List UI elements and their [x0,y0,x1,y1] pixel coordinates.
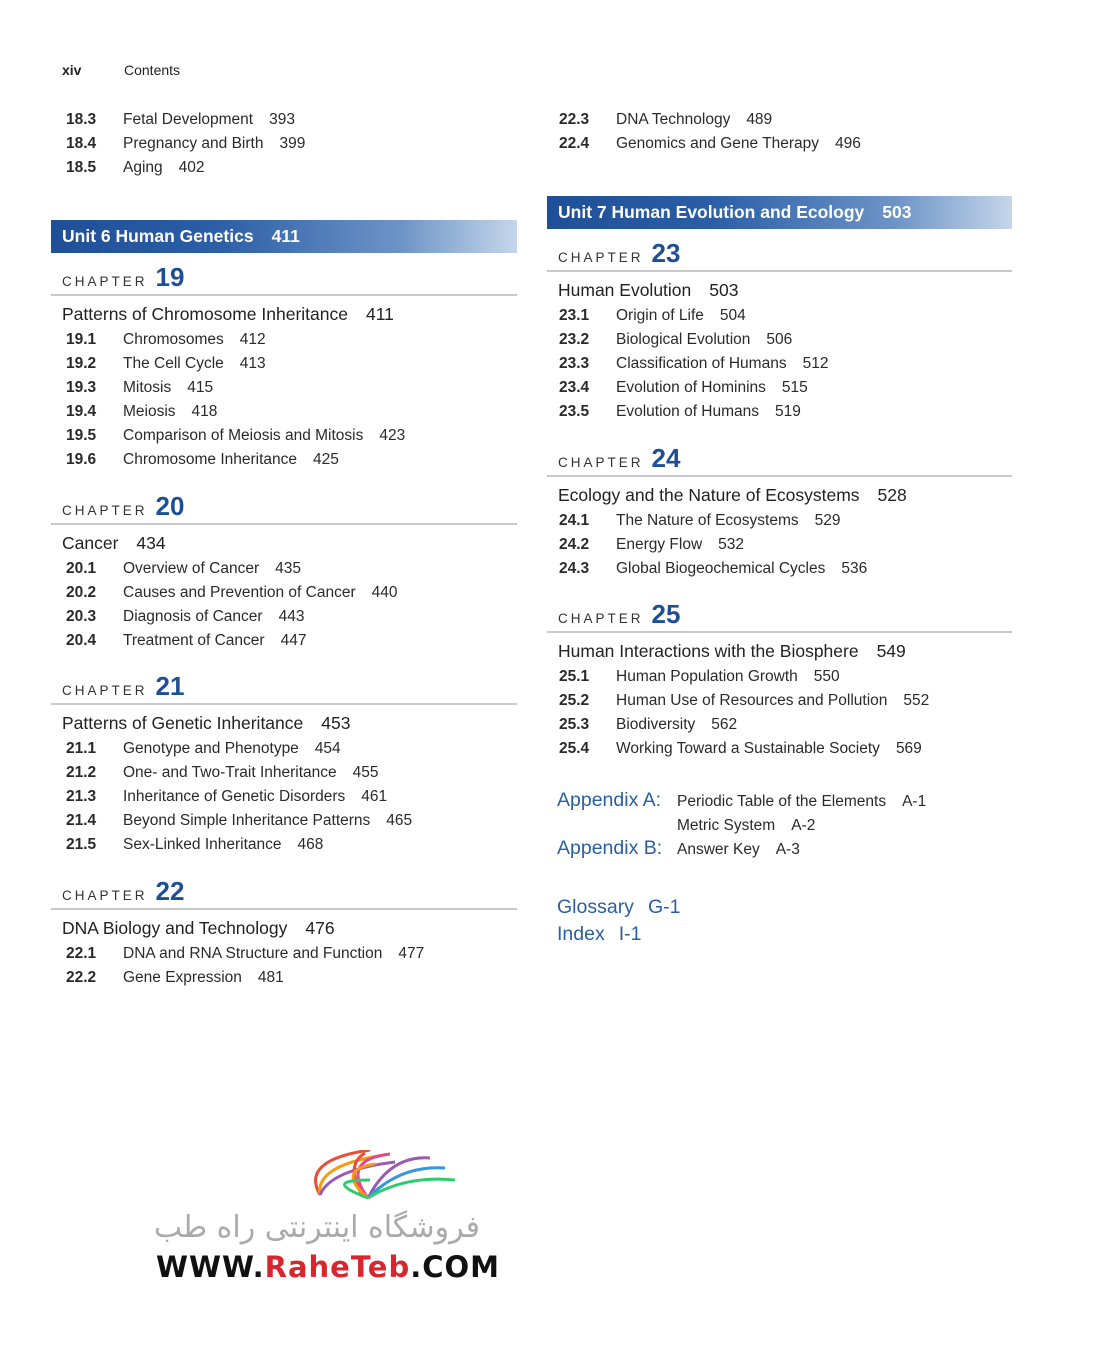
section-row[interactable]: 25.4 Working Toward a Sustainable Society 569 [559,740,922,757]
section-row[interactable]: 20.3 Diagnosis of Cancer 443 [66,608,305,625]
chapter-heading: CHAPTER 20 [51,491,517,525]
watermark-persian-text: فروشگاه اینترنتی راه طب [153,1210,480,1245]
chapter-title[interactable]: Patterns of Chromosome Inheritance 411 [62,304,394,324]
section-row[interactable]: 21.3 Inheritance of Genetic Disorders 461 [66,788,388,805]
section-row[interactable]: 25.1 Human Population Growth 550 [559,668,840,685]
chapter-22 [51,876,517,990]
section-row[interactable]: 20.2 Causes and Prevention of Cancer 440 [66,584,398,601]
watermark-url: WWW.RaheTeb.COM [156,1250,501,1284]
section-row[interactable]: 21.1 Genotype and Phenotype 454 [66,740,341,757]
section-row[interactable]: 20.4 Treatment of Cancer 447 [66,632,307,649]
section-row[interactable]: 24.2 Energy Flow 532 [559,536,745,553]
watermark [150,1150,501,1290]
page-number: xiv [62,62,82,78]
section-row[interactable]: 23.1 Origin of Life 504 [559,307,746,324]
section-row[interactable]: 19.2 The Cell Cycle 413 [66,355,266,372]
chapter-23 [547,238,1012,424]
chapter-heading: CHAPTER 25 [547,599,1012,633]
chapter-25 [547,599,1012,761]
left-top-sections [51,108,517,180]
unit-7-banner[interactable]: Unit 7 Human Evolution and Ecology 503 [547,196,1012,229]
section-row[interactable]: 23.3 Classification of Humans 512 [559,355,829,372]
section-row[interactable]: 25.2 Human Use of Resources and Pollution 552 [559,692,930,709]
section-row[interactable]: 25.3 Biodiversity 562 [559,716,738,733]
chapter-title[interactable]: Human Interactions with the Biosphere 549 [558,641,906,661]
chapter-title[interactable]: Human Evolution 503 [558,280,739,300]
section-row[interactable]: 22.2 Gene Expression 481 [66,969,284,986]
appendix-a-item[interactable]: Periodic Table of the Elements A-1 [677,793,927,810]
section-row[interactable]: 22.1 DNA and RNA Structure and Function 477 [66,945,425,962]
section-row[interactable]: 18.3 Fetal Development 393 [66,111,295,128]
running-head [62,62,180,78]
appendix-b-item[interactable]: Answer Key A-3 [677,841,800,858]
running-title: Contents [124,62,181,78]
section-row[interactable]: 23.4 Evolution of Hominins 515 [559,379,808,396]
chapter-heading: CHAPTER 24 [547,443,1012,477]
section-row[interactable]: 19.4 Meiosis 418 [66,403,218,420]
section-row[interactable]: 24.3 Global Biogeochemical Cycles 536 [559,560,868,577]
section-row[interactable]: 19.6 Chromosome Inheritance 425 [66,451,339,468]
chapter-21 [51,671,517,857]
chapter-heading: CHAPTER 19 [51,262,517,296]
appendix-b-label[interactable]: Appendix B: [557,837,663,859]
section-row[interactable]: 22.3 DNA Technology 489 [559,111,773,128]
chapter-19 [51,262,517,472]
section-row[interactable]: 21.2 One- and Two-Trait Inheritance 455 [66,764,379,781]
chapter-heading: CHAPTER 21 [51,671,517,705]
section-row[interactable]: 22.4 Genomics and Gene Therapy 496 [559,135,861,152]
open-book-logo-icon [150,1150,490,1210]
chapter-title[interactable]: Patterns of Genetic Inheritance 453 [62,713,351,733]
chapter-heading: CHAPTER 22 [51,876,517,910]
section-row[interactable]: 18.4 Pregnancy and Birth 399 [66,135,306,152]
section-row[interactable]: 21.4 Beyond Simple Inheritance Patterns 465 [66,812,413,829]
chapter-title[interactable]: Cancer 434 [62,533,166,553]
chapter-24 [547,443,1012,581]
glossary-link[interactable]: Glossary G-1 [557,896,681,918]
section-row[interactable]: 23.5 Evolution of Humans 519 [559,403,801,420]
chapter-20 [51,491,517,653]
unit-6-banner[interactable]: Unit 6 Human Genetics 411 [51,220,517,253]
chapter-title[interactable]: Ecology and the Nature of Ecosystems 528 [558,485,907,505]
index-link[interactable]: Index I-1 [557,923,642,945]
appendix-a-item[interactable]: Metric System A-2 [677,817,816,834]
section-row[interactable]: 19.3 Mitosis 415 [66,379,214,396]
chapter-title[interactable]: DNA Biology and Technology 476 [62,918,335,938]
section-row[interactable]: 20.1 Overview of Cancer 435 [66,560,301,577]
right-top-sections [547,108,1012,156]
section-row[interactable]: 18.5 Aging 402 [66,159,205,176]
section-row[interactable]: 21.5 Sex-Linked Inheritance 468 [66,836,324,853]
chapter-heading: CHAPTER 23 [547,238,1012,272]
section-row[interactable]: 19.5 Comparison of Meiosis and Mitosis 423 [66,427,406,444]
section-row[interactable]: 23.2 Biological Evolution 506 [559,331,793,348]
section-row[interactable]: 19.1 Chromosomes 412 [66,331,266,348]
appendix-a-label[interactable]: Appendix A: [557,789,662,811]
section-row[interactable]: 24.1 The Nature of Ecosystems 529 [559,512,841,529]
